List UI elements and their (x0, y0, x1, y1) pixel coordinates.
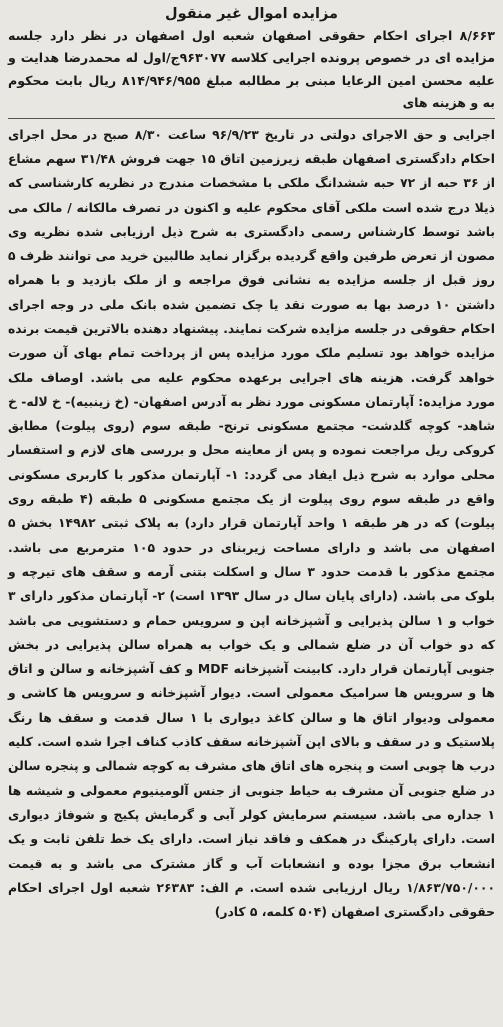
divider (8, 118, 495, 119)
notice-title: مزایده اموال غیر منقول (165, 6, 338, 22)
notice-intro: ۸/۶۶۳ اجرای احکام حقوقی اصفهان شعبه اول اصفهان در نظر دارد جلسه مزایده ای در خصوص پرونده اجرایی کلاسه ۹۶۳۰۷۷ج/اول له محمدرضا هدایت و علیه محسن امین الرعایا مبنی بر مطالبه مبلغ ۸۱۴/۹۴۶/۹۵۵ ریال بابت محکوم به و هزینه های (8, 28, 495, 111)
notice-body: اجرایی و حق الاجرای دولتی در تاریخ ۹۶/۹/۲۳ ساعت ۸/۳۰ صبح در محل اجرای احکام دادگستری اصفهان طبقه زیرزمین اتاق ۱۵ جهت فروش ۳۱/۴۸ سهم مشاع از ۳۶ حبه از ۷۲ حبه ششدانگ ملکی با مشخصات مندرج در نظریه کارشناسی که ذیلا درج شده است ملکی آقای محکوم علیه و اکنون در تصرف مالکانه / مالک می باشد توسط کارشناس رسمی دادگستری به شرح ذیل ارزیابی شده نظریه وی مصون از تعرض طرفین واقع گردیده برگزار نماید طالبین خرید می توانند ظرف ۵ روز قبل از جلسه مزایده به نشانی فوق مراجعه و از ملک بازدید و با همراه داشتن ۱۰ درصد بها به صورت نقد یا چک تضمین شده بانک ملی در وجه اجرای احکام حقوقی در جلسه مزایده شرکت نمایند. پیشنهاد دهنده بالاترین قیمت برنده مزایده خواهد بود تسلیم ملک مورد مزایده پس از پرداخت تمام بهای آن صورت خواهد گرفت. هزینه های اجرایی برعهده محکوم علیه می باشد. اوصاف ملک مورد مزایده: آپارتمان مسکونی مورد نظر به آدرس اصفهان- (خ زینبیه)- خ لاله- خ شاهد- کوچه گلدشت- مجتمع مسکونی ترنج- طبقه سوم (روی پیلوت) مطابق کروکی ریل مراجعت نموده و پس از معاینه محل و بررسی های لازم و استفسار محلی موارد به شرح ذیل ایفاد می گردد: ۱- آپارتمان مذکور با کاربری مسکونی واقع در طبقه سوم روی پیلوت از یک مجتمع مسکونی ۵ طبقه (۴ طبقه روی پیلوت) که در هر طبقه ۱ واحد آپارتمان قرار دارد) به پلاک ثبتی ۱۴۹۸۲ بخش ۵ اصفهان می باشد و دارای مساحت زیربنای در حدود ۱۰۵ مترمربع می باشد. مجتمع مذکور با قدمت حدود ۳ سال و اسکلت بتنی آرمه و سقف های تیرچه و بلوک می باشد. (دارای پایان سال در سال ۱۳۹۳ است) ۲- آپارتمان مذکور دارای ۳ خواب و ۱ سالن پذیرایی و آشپزخانه اپن و سرویس حمام و دستشویی می باشد که دو خواب آن در ضلع شمالی و یک خواب به همراه سالن پذیرایی در بخش جنوبی آپارتمان قرار دارد. کابینت آشپزخانه MDF و کف آشپزخانه و سالن و اتاق ها و سرویس ها سرامیک معمولی است. دیوار آشپزخانه و سرویس ها کاشی و معمولی ودیوار اتاق ها و سالن کاغذ دیواری با ۱ سال قدمت و سقف ها رنگ پلاستیک و در سقف و بالای اپن آشپزخانه سقف کاذب کناف اجرا شده است. کلیه درب ها چوبی است و پنجره های اتاق های مشرف به کوچه شمالی و پنجره سالن در ضلع جنوبی آن مشرف به حیاط جنوبی از جنس آلومینیوم معمولی و شیشه ها ۱ جداره می باشد. سیستم سرمایش کولر آبی و گرمایش پکیج و شوفاژ دیواری است. دارای پارکینگ در همکف و فاقد نیاز است. دارای یک خط تلفن ثابت و یک انشعاب برق مجزا بوده و انشعابات آب و گاز مشترک می باشد و به قیمت ۱/۸۶۳/۷۵۰/۰۰۰ ریال ارزیابی شده است. م الف: ۲۶۳۸۳ شعبه اول اجرای احکام حقوقی دادگستری اصفهان (۵۰۴ کلمه، ۵ کادر) (8, 127, 496, 920)
